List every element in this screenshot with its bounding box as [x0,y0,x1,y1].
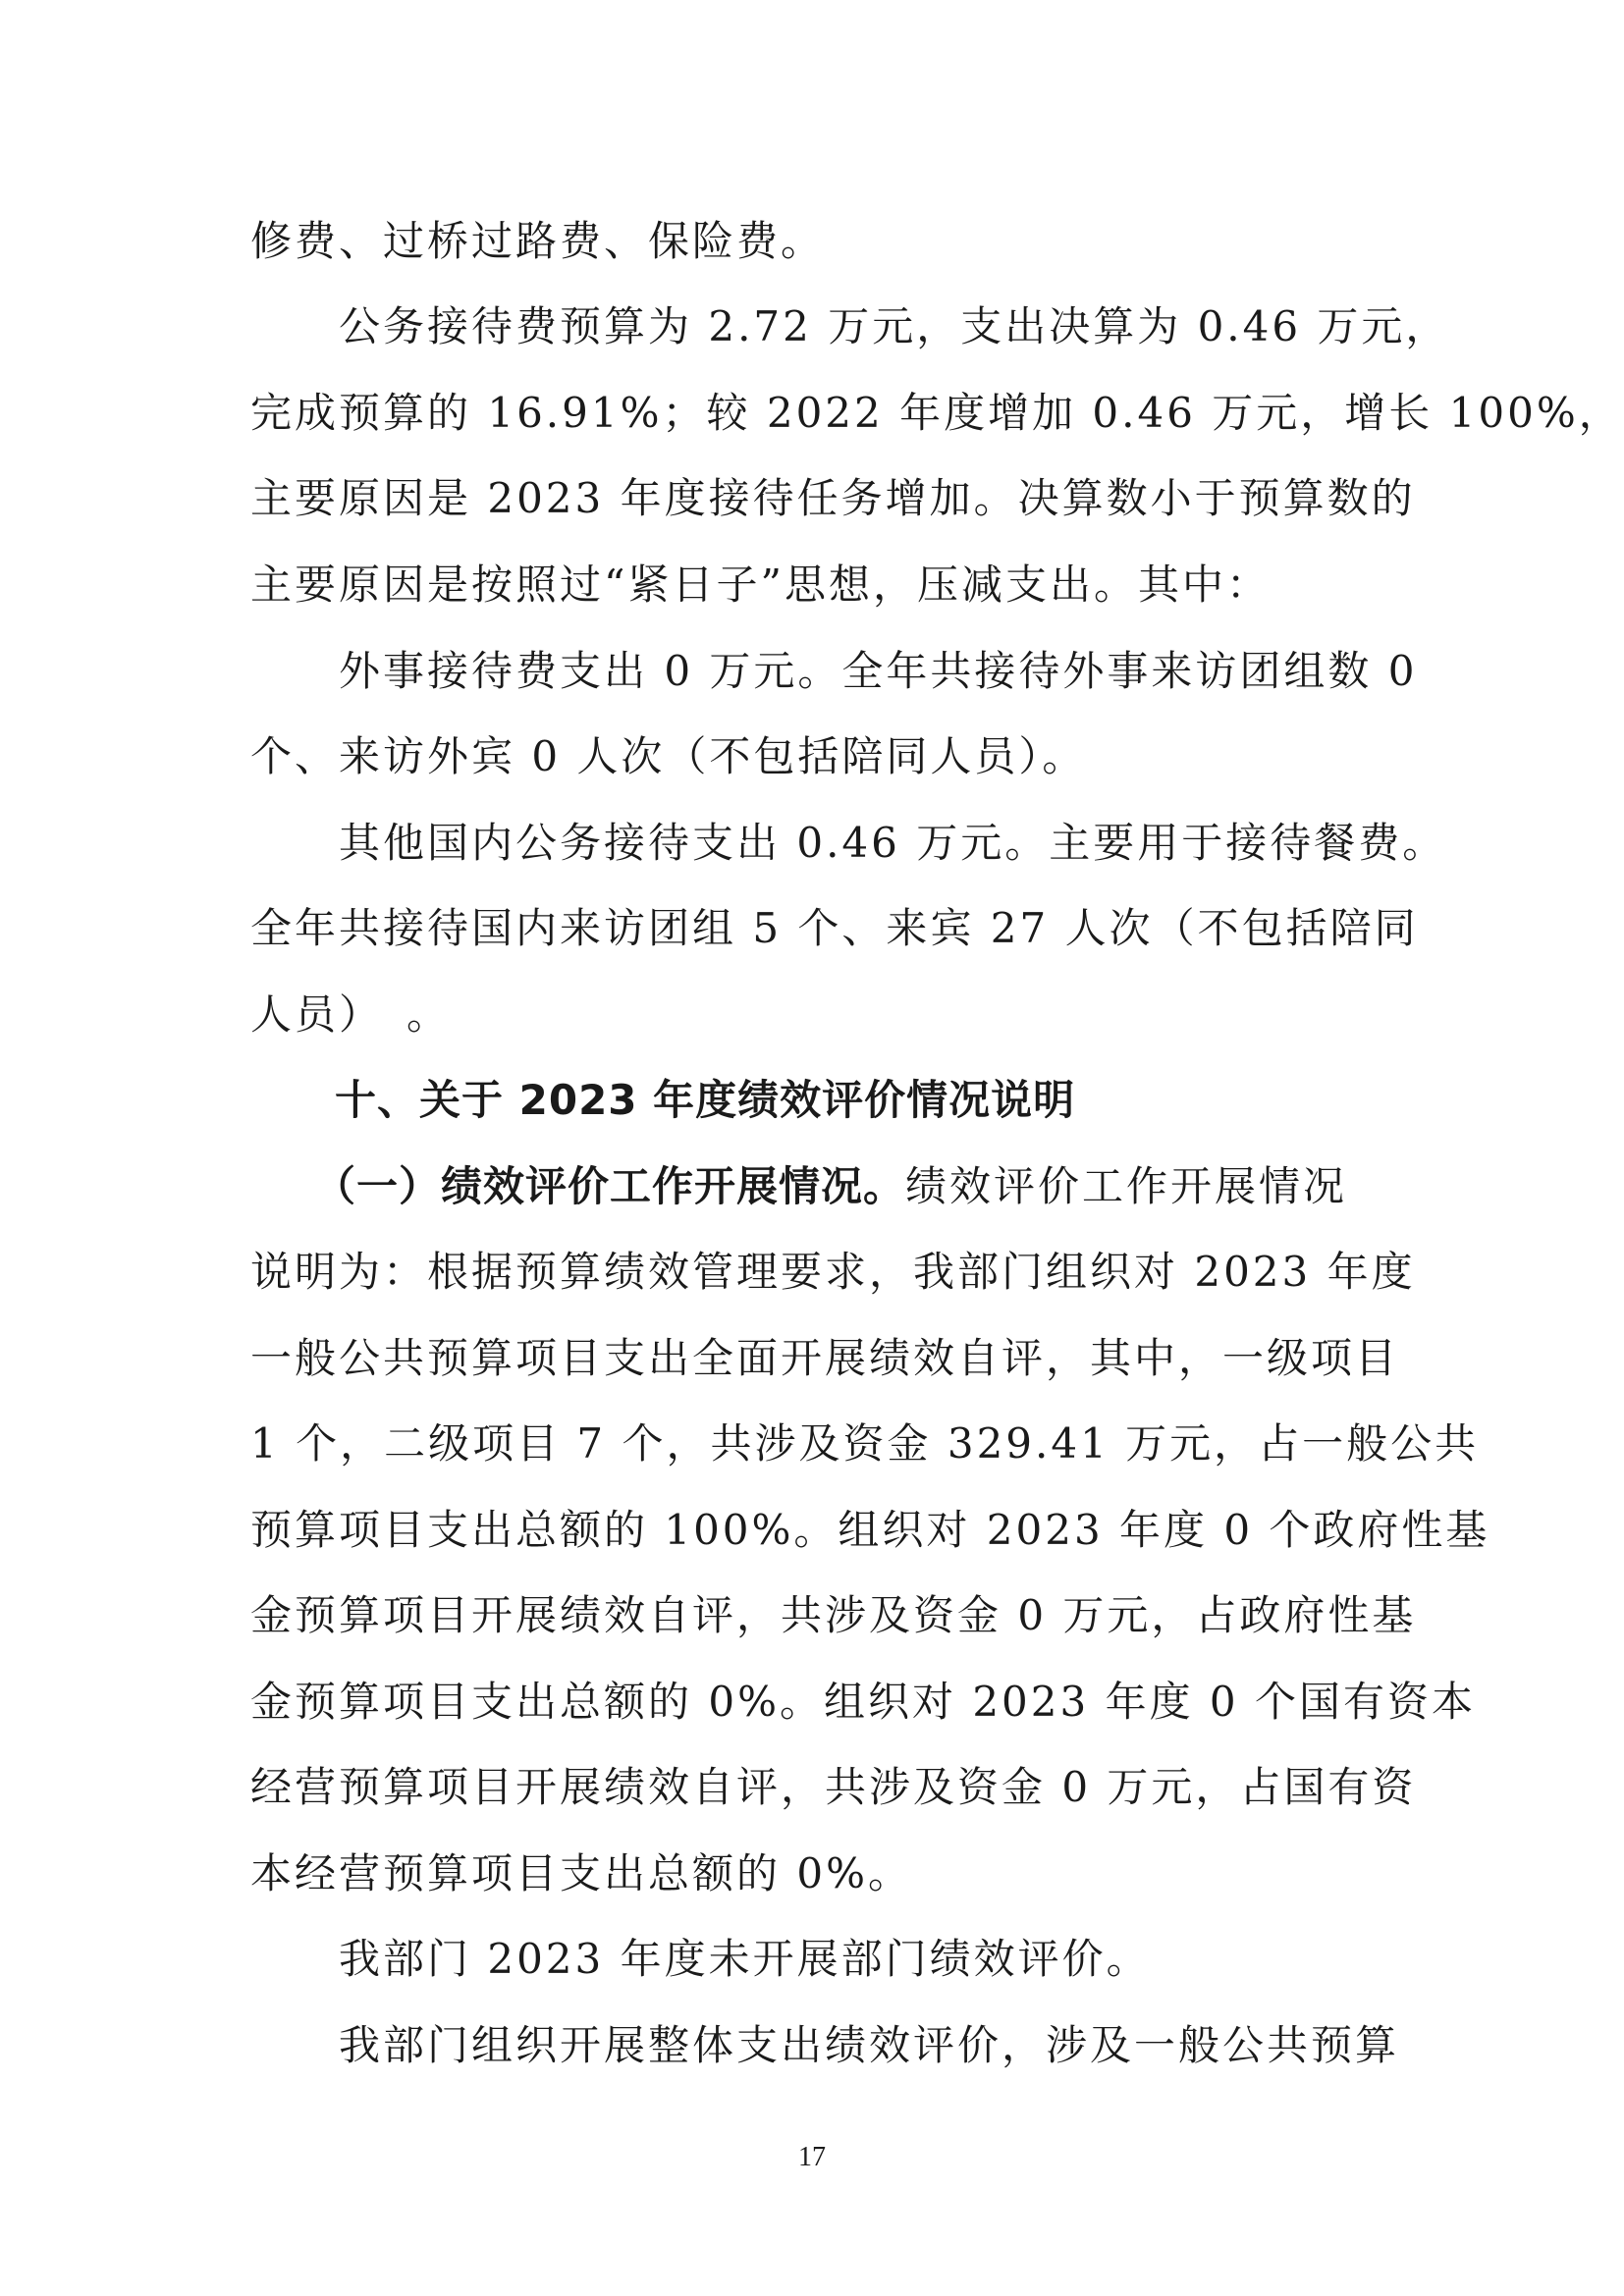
body-text-line: 个、来访外宾 0 人次（不包括陪同人员）。 [250,732,1087,780]
body-text-line: 1 个，二级项目 7 个，共涉及资金 329.41 万元，占一般公共 [250,1419,1480,1468]
body-text-line: 一般公共预算项目支出全面开展绩效自评，其中，一级项目 [250,1334,1400,1382]
body-text-line: 金预算项目开展绩效自评，共涉及资金 0 万元，占政府性基 [250,1591,1417,1639]
body-text-line: 说明为：根据预算绩效管理要求，我部门组织对 2023 年度 [250,1248,1416,1296]
subsection-first-line-text: 绩效评价工作开展情况 [905,1162,1348,1210]
body-text-line: 金预算项目支出总额的 0%。组织对 2023 年度 0 个国有资本 [250,1678,1476,1726]
section-heading: 十、关于 2023 年度绩效评价情况说明 [250,1076,1076,1124]
body-text-line: 我部门组织开展整体支出绩效评价，涉及一般公共预算 [250,2021,1400,2069]
subsection-first-line [250,1159,1389,1214]
subsection-title: （一）绩效评价工作开展情况。 [250,1162,906,1210]
body-text-line: 修费、过桥过路费、保险费。 [250,217,826,265]
body-text-line: 全年共接待国内来访团组 5 个、来宾 27 人次（不包括陪同 [250,904,1419,952]
page-number: 17 [798,2142,826,2172]
body-text-line: 我部门 2023 年度未开展部门绩效评价。 [250,1935,1151,1983]
body-text-line: 经营预算项目开展绩效自评，共涉及资金 0 万元，占国有资 [250,1763,1417,1811]
body-text-line: 公务接待费预算为 2.72 万元，支出决算为 0.46 万元， [250,302,1450,350]
body-text-line: 预算项目支出总额的 100%。组织对 2023 年度 0 个政府性基 [250,1506,1490,1554]
body-text-line: 主要原因是 2023 年度接待任务增加。决算数小于预算数的 [250,474,1416,522]
body-text-line: 完成预算的 16.91%；较 2022 年度增加 0.46 万元，增长 100%， [250,389,1623,437]
body-text-line: 其他国内公务接待支出 0.46 万元。主要用于接待餐费。 [250,819,1447,867]
body-text-line: 本经营预算项目支出总额的 0%。 [250,1849,912,1897]
body-text-line: 主要原因是按照过“紧日子”思想，压减支出。其中： [250,561,1271,609]
body-text-line: 人员） 。 [250,990,452,1039]
body-text-line: 外事接待费支出 0 万元。全年共接待外事来访团组数 0 [250,647,1418,695]
